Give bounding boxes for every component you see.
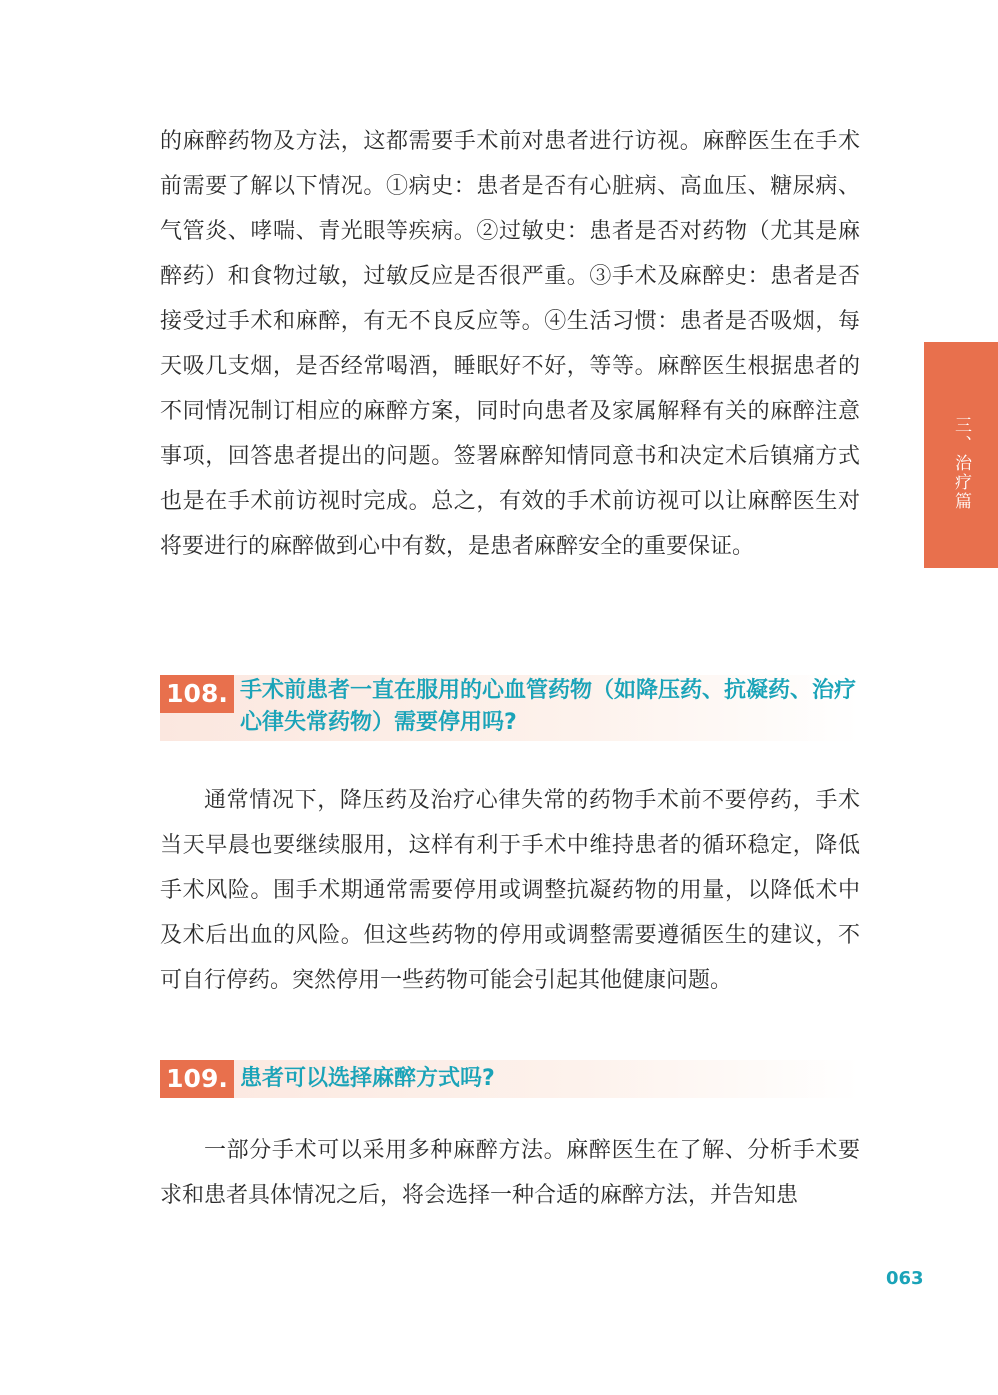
chapter-tab-label: 三、治疗篇 <box>951 416 971 511</box>
page-number: 063 <box>886 1268 924 1289</box>
intro-paragraph: 的麻醉药物及方法，这都需要手术前对患者进行访视。麻醉医生在手术前需要了解以下情况。①病史：患者是否有心脏病、高血压、糖尿病、气管炎、哮喘、青光眼等疾病。②过敏史：患者是否对药物（尤其是麻醉药）和食物过敏，过敏反应是否很严重。③手术及麻醉史：患者是否接受过手术和麻醉，有无不良反应等。④生活习惯：患者是否吸烟，每天吸几支烟，是否经常喝酒，睡眠好不好，等等。麻醉医生根据患者的不同情况制订相应的麻醉方案，同时向患者及家属解释有关的麻醉注意事项，回答患者提出的问题。签署麻醉知情同意书和决定术后镇痛方式也是在手术前访视时完成。总之，有效的手术前访视可以让麻醉医生对将要进行的麻醉做到心中有数，是患者麻醉安全的重要保证。 <box>160 129 860 559</box>
question-109-title: 患者可以选择麻醉方式吗? <box>240 1066 495 1091</box>
question-109-number: 109. <box>160 1060 234 1098</box>
chapter-side-tab <box>924 342 998 568</box>
question-108-number: 108. <box>160 675 234 713</box>
question-109-heading <box>160 1060 860 1098</box>
answer-108-paragraph: 通常情况下，降压药及治疗心律失常的药物手术前不要停药，手术当天早晨也要继续服用，这样有利于手术中维持患者的循环稳定，降低手术风险。围手术期通常需要停用或调整抗凝药物的用量，以降低术中及术后出血的风险。但这些药物的停用或调整需要遵循医生的建议，不可自行停药。突然停用一些药物可能会引起其他健康问题。 <box>160 788 860 993</box>
answer-109-paragraph: 一部分手术可以采用多种麻醉方法。麻醉医生在了解、分析手术要求和患者具体情况之后，将会选择一种合适的麻醉方法，并告知患 <box>160 1138 860 1208</box>
question-108-title: 手术前患者一直在服用的心血管药物（如降压药、抗凝药、治疗心律失常药物）需要停用吗? <box>240 678 857 735</box>
question-108-heading <box>160 675 860 741</box>
